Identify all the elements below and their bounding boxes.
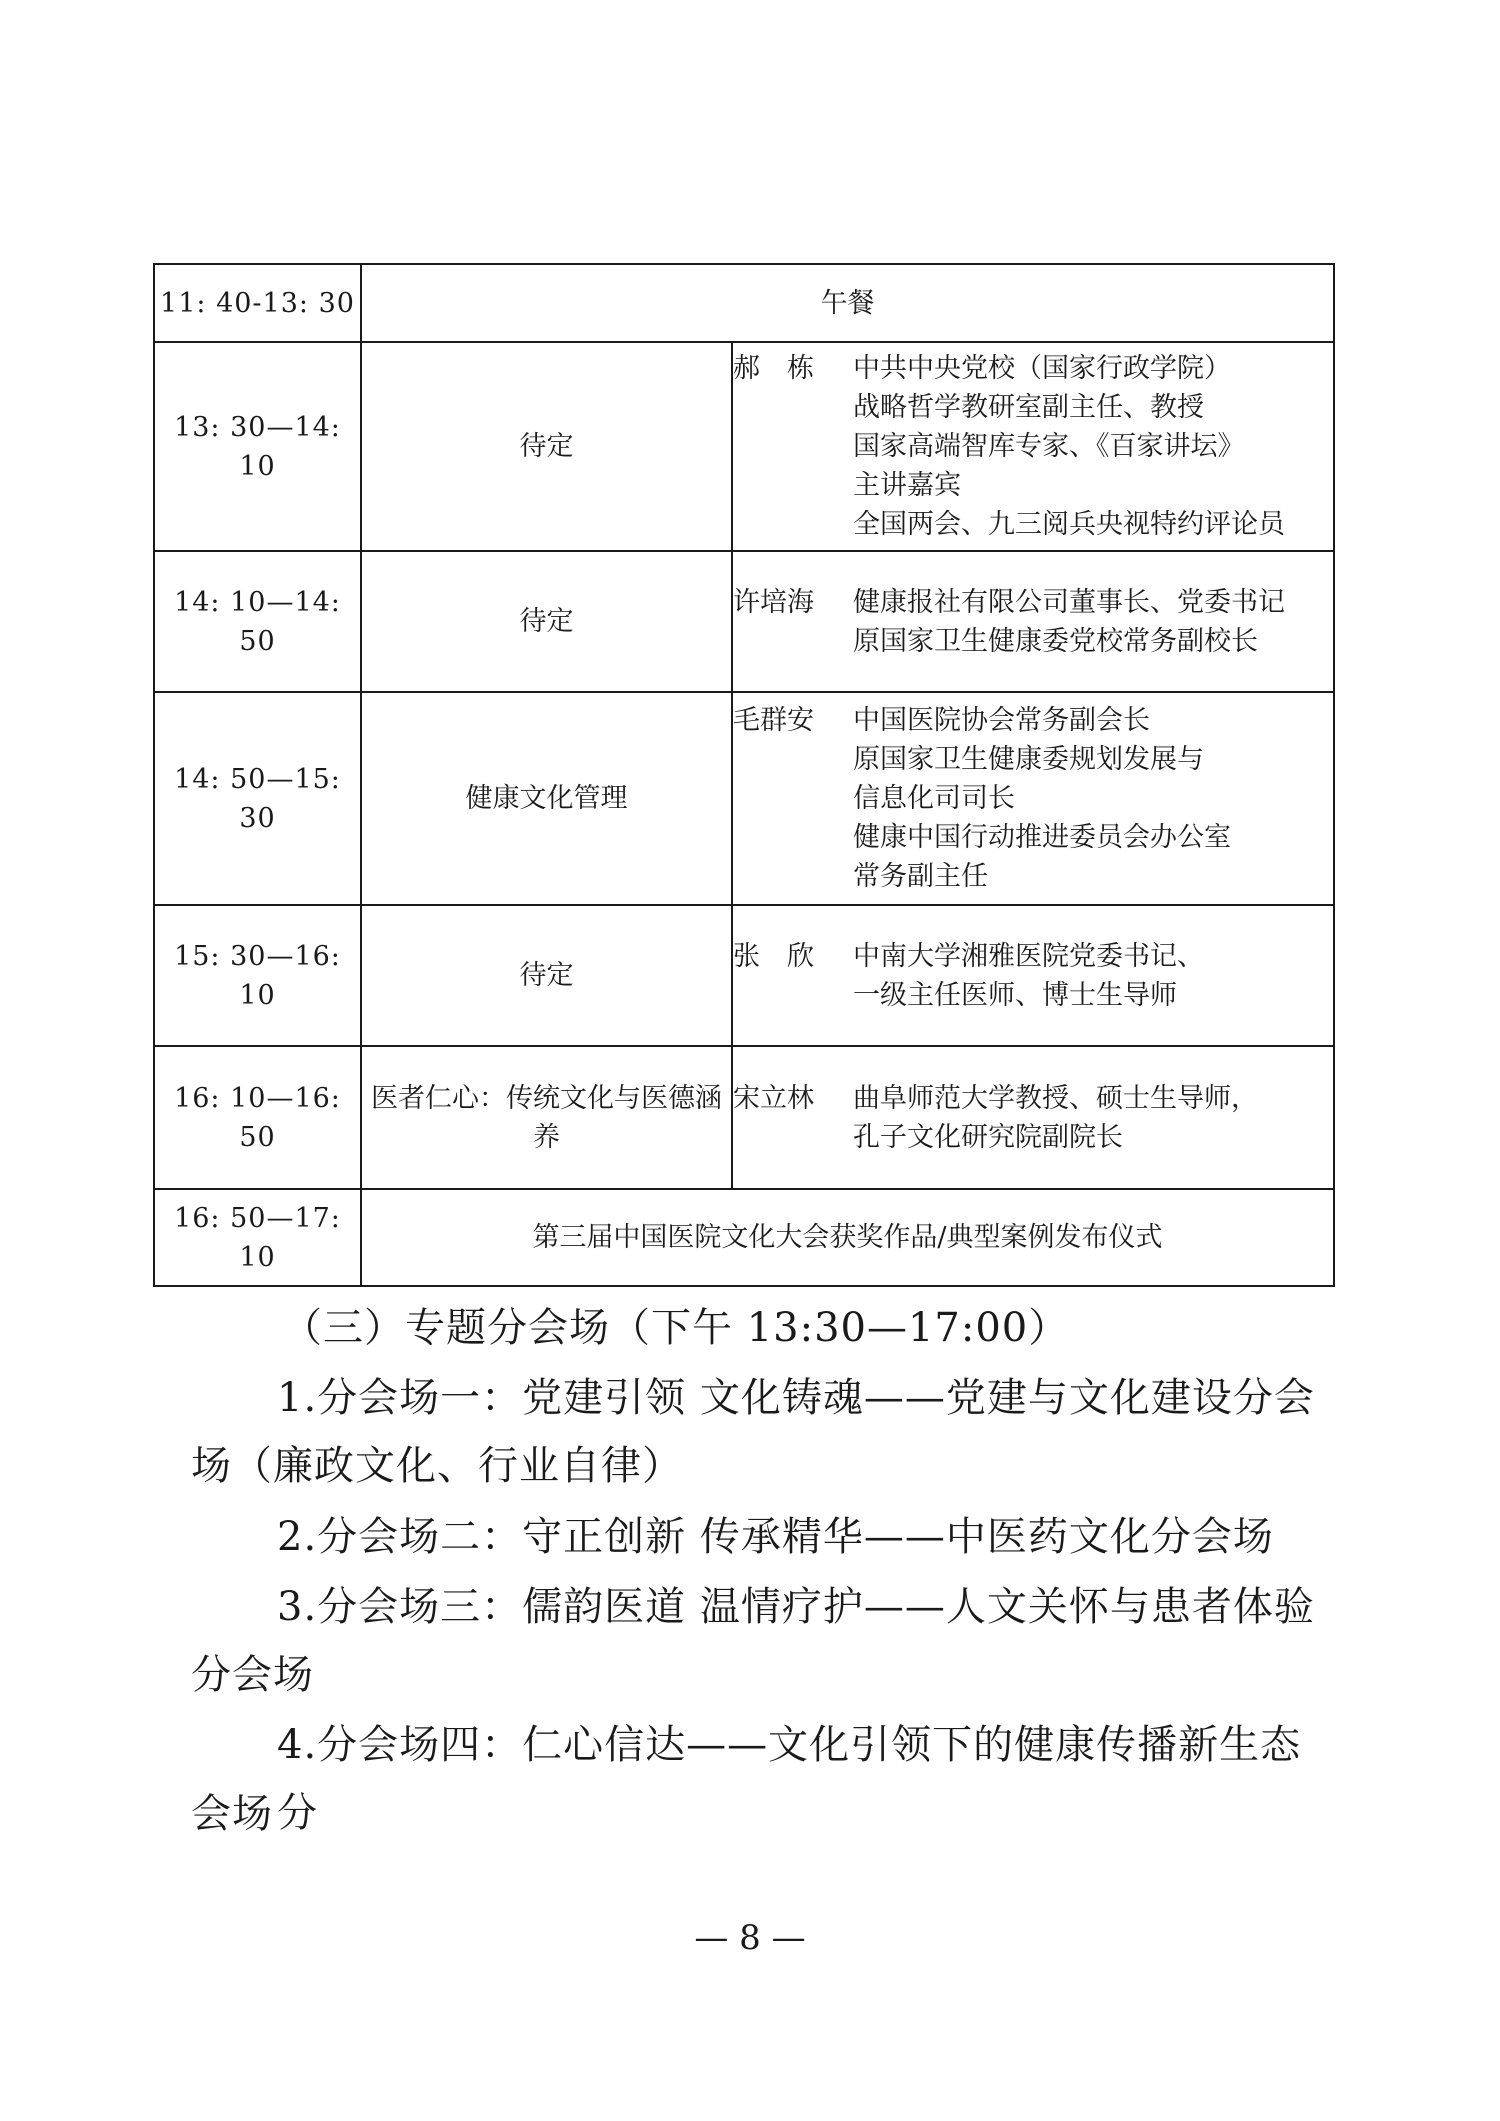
speaker-cell (732, 905, 1334, 1046)
speaker-title-line: 中南大学湘雅医院党委书记、 (853, 940, 1204, 972)
speaker-titles (853, 583, 1333, 661)
schedule-table (153, 263, 1335, 1287)
speaker-title-line: 原国家卫生健康委规划发展与 (853, 744, 1204, 775)
topic-cell: 医者仁心：传统文化与医德涵养 (361, 1046, 732, 1189)
venue-item-line: 1.分会场一：党建引领 文化铸魂——党建与文化建设分会 (277, 1375, 1315, 1421)
speaker-name: 宋立林 (733, 1082, 814, 1114)
speaker-title-line: 中共中央党校（国家行政学院） (853, 353, 1231, 384)
speaker-title-line: 常务副主任 (853, 861, 988, 892)
venue-item-1-continued (191, 1432, 1320, 1500)
speaker-title-line: 一级主任医师、博士生导师 (853, 979, 1177, 1011)
speaker-title-line: 主讲嘉宾 (853, 470, 961, 501)
table-row (154, 692, 1334, 905)
section-heading-text: （三）专题分会场（下午 13:30—17:00） (282, 1305, 1070, 1351)
speaker-cell (732, 692, 1334, 905)
speaker-name: 张 欣 (733, 940, 814, 972)
table-row (154, 905, 1334, 1046)
speaker-title-line: 曲阜师范大学教授、硕士生导师， (853, 1082, 1258, 1114)
speaker-title-line: 中国医院协会常务副会长 (853, 705, 1150, 736)
venue-item-line: 场（廉政文化、行业自律） (191, 1443, 683, 1489)
table-row (154, 1046, 1334, 1189)
time-cell: 14: 10—14: 50 (154, 551, 361, 692)
speaker-titles (853, 1079, 1333, 1157)
section-heading (282, 1294, 1320, 1362)
venue-item-3-continued (191, 1641, 1320, 1709)
time-cell: 16: 10—16: 50 (154, 1046, 361, 1189)
speaker-cell (732, 342, 1334, 551)
venue-item-3 (277, 1573, 1320, 1641)
table-row-lunch (154, 264, 1334, 342)
topic-cell: 待定 (361, 342, 732, 551)
ceremony-cell: 第三届中国医院文化大会获奖作品/典型案例发布仪式 (361, 1189, 1334, 1286)
time-cell: 16: 50—17: 10 (154, 1189, 361, 1286)
speaker-title-line: 孔子文化研究院副院长 (853, 1121, 1123, 1153)
lunch-cell: 午餐 (361, 264, 1334, 342)
table-row-ceremony (154, 1189, 1334, 1286)
venue-item-line: 3.分会场三：儒韵医道 温情疗护——人文关怀与患者体验 (277, 1584, 1315, 1630)
time-cell: 14: 50—15: 30 (154, 692, 361, 905)
venue-item-2 (277, 1503, 1320, 1571)
speaker-cell (732, 551, 1334, 692)
speaker-title-line: 健康中国行动推进委员会办公室 (853, 822, 1231, 853)
speaker-title-line: 国家高端智库专家、《百家讲坛》 (853, 431, 1245, 462)
venue-item-line: 4.分会场四：仁心信达——文化引领下的健康传播新生态分 (277, 1722, 1302, 1836)
topic-cell: 健康文化管理 (361, 692, 732, 905)
page-number: — 8 — (694, 1918, 806, 1958)
topic-cell: 待定 (361, 905, 732, 1046)
speaker-title-line: 全国两会、九三阅兵央视特约评论员 (853, 509, 1285, 540)
time-cell: 11: 40-13: 30 (154, 264, 361, 342)
speaker-title-line: 战略哲学教研室副主任、教授 (853, 392, 1204, 423)
speaker-name: 郝 栋 (733, 353, 814, 384)
table-row (154, 342, 1334, 551)
venue-item-4-continued (191, 1780, 1320, 1848)
venue-item-line: 分会场 (191, 1652, 314, 1698)
speaker-titles (853, 349, 1333, 544)
venue-item-line: 2.分会场二：守正创新 传承精华——中医药文化分会场 (277, 1514, 1274, 1560)
venue-item-line: 会场 (191, 1791, 273, 1837)
speaker-titles (853, 701, 1333, 896)
speaker-titles (853, 937, 1333, 1015)
speaker-title-line: 信息化司司长 (853, 783, 1015, 814)
time-cell: 15: 30—16: 10 (154, 905, 361, 1046)
speaker-name: 许培海 (733, 586, 814, 618)
speaker-cell (732, 1046, 1334, 1189)
table-row (154, 551, 1334, 692)
speaker-name: 毛群安 (733, 705, 814, 736)
speaker-title-line: 原国家卫生健康委党校常务副校长 (853, 625, 1258, 657)
topic-cell: 待定 (361, 551, 732, 692)
speaker-title-line: 健康报社有限公司董事长、党委书记 (853, 586, 1285, 618)
venue-item-1 (277, 1364, 1320, 1432)
time-cell: 13: 30—14: 10 (154, 342, 361, 551)
